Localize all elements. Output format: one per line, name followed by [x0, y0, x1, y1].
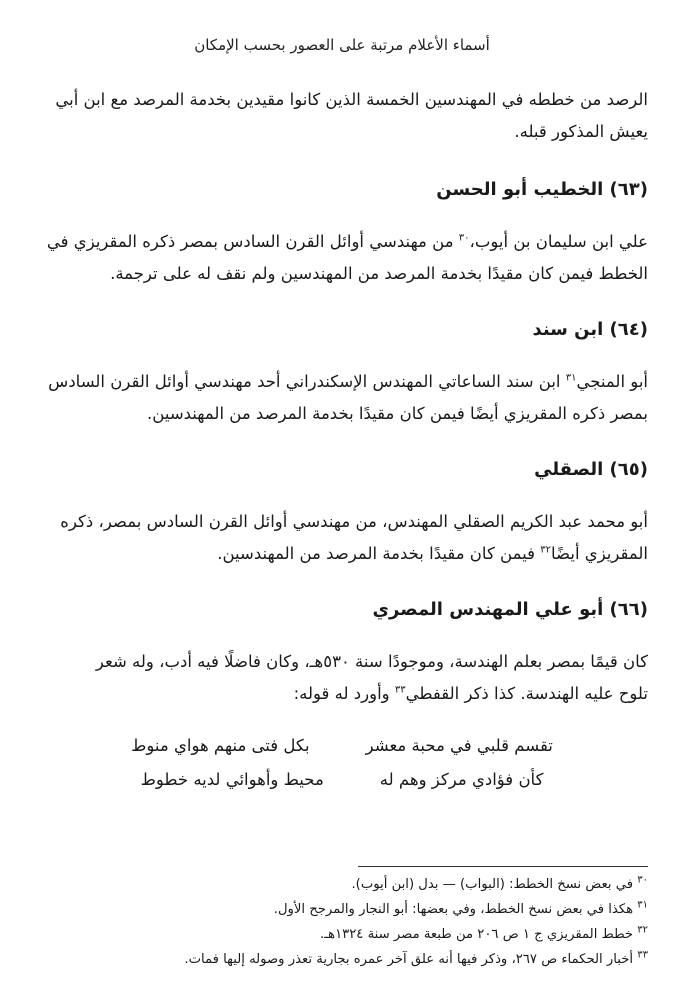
entry-63-line-2: الخطط فيمن كان مقيدًا بخدمة المرصد من المهندسين ولم نقف له على ترجمة.	[110, 264, 648, 283]
running-head: أسماء الأعلام مرتبة على العصور بحسب الإمكان	[194, 36, 490, 54]
entry-65-heading: (٦٥) الصقلي	[534, 459, 648, 480]
entry-64-heading: (٦٤) ابن سند	[532, 319, 648, 340]
entry-63-line-1: علي ابن سليمان بن أيوب،$^{٣٠}$ من مهندسي أوائل القرن السادس بمصر ذكره المقريزي في	[46, 232, 648, 251]
entry-66-heading: (٦٦) أبو علي المهندس المصري	[372, 599, 648, 620]
entry-66-line-1: كان قيمًا بمصر بعلم الهندسة، وموجودًا سنة ٥٣٠هـ، وكان فاضلًا فيه أدب، وله شعر	[95, 652, 648, 671]
verse-2-first-hemistich: كأن فؤادي مركز وهم له	[379, 770, 544, 789]
footnote-33-mark: ٣٣	[637, 949, 648, 961]
entry-65-paragraph	[42, 506, 648, 570]
footnote-31-mark: ٣١	[637, 899, 648, 911]
entry-63-paragraph	[42, 226, 648, 290]
footnote-31	[40, 897, 648, 922]
intro-line-1: الرصد من خططه في المهندسين الخمسة الذين كانوا مقيدين بخدمة المرصد مع ابن أبي	[55, 90, 648, 109]
entry-65-line-1: أبو محمد عبد الكريم الصقلي المهندس، من مهندسي أوائل القرن السادس بمصر، ذكره	[60, 512, 648, 531]
footnote-31-text: هكذا في بعض نسخ الخطط، وفي بعضها: أبو النجار والمرجح الأول.	[273, 902, 634, 917]
footnote-33-text: أخبار الحكماء ص ٢٦٧، وذكر فيها أنه علق آخر عمره بجارية تعذر وصوله إليها فمات.	[184, 952, 634, 967]
footnotes	[40, 872, 648, 972]
intro-paragraph	[42, 84, 648, 148]
entry-66-line-2: تلوح عليه الهندسة. كذا ذكر القفطي$^{٣٣}$ وأورد له قوله:	[293, 684, 648, 703]
verse-2-second-hemistich: محيط وأهوائي لديه خطوط	[140, 770, 324, 789]
verse-line-2	[60, 764, 624, 798]
entry-64-line-1: أبو المنجي$^{٣١}$ ابن سند الساعاتي المهندس الإسكندراني أحد مهندسي أوائل القرن السادس	[48, 372, 648, 391]
footnote-32	[40, 922, 648, 947]
intro-line-2: يعيش المذكور قبله.	[514, 122, 648, 141]
footnote-30-text: في بعض نسخ الخطط: (البواب) — بدل (ابن أيوب).	[351, 877, 634, 892]
entry-65-line-2: المقريزي أيضًا$^{٣٢}$ فيمن كان مقيدًا بخدمة المرصد من المهندسين.	[217, 544, 648, 563]
verse-1-first-hemistich: تقسم قلبي في محبة معشر	[365, 736, 553, 755]
poem-verse	[60, 730, 624, 798]
entry-63-heading: (٦٣) الخطيب أبو الحسن	[436, 179, 648, 200]
entry-66-paragraph	[42, 646, 648, 710]
entry-64-line-2: بمصر ذكره المقريزي أيضًا فيمن كان مقيدًا بخدمة المرصد من المهندسين.	[147, 404, 648, 423]
footnote-33	[40, 947, 648, 972]
footnote-30-mark: ٣٠	[637, 874, 648, 886]
verse-line-1	[60, 730, 624, 764]
entry-64-paragraph	[42, 366, 648, 430]
footnote-32-text: خطط المقريزي ج ١ ص ٢٠٦ من طبعة مصر سنة ١٣٢٤هـ.	[320, 927, 634, 942]
footnote-divider	[358, 866, 648, 867]
footnote-32-mark: ٣٢	[637, 924, 648, 936]
verse-1-second-hemistich: بكل فتى منهم هواي منوط	[131, 736, 310, 755]
footnote-30	[40, 872, 648, 897]
